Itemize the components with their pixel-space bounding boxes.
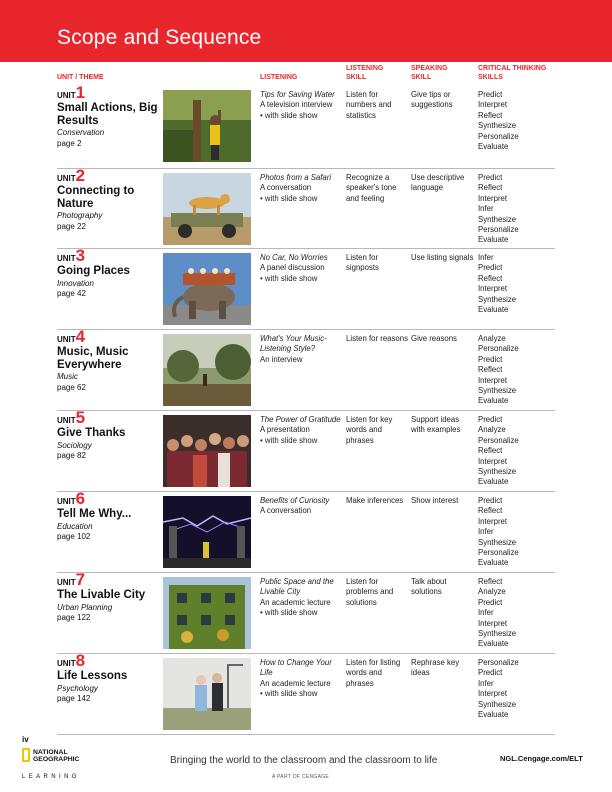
critical-thinking-skill: Reflect <box>478 365 503 375</box>
critical-thinking-skill: Synthesize <box>478 214 517 224</box>
unit-number: 4 <box>75 327 86 346</box>
cheetah-on-safari-vehicle-photo <box>163 173 251 245</box>
unit-title: Going Places <box>57 265 130 277</box>
unit-title: Small Actions, Big Results <box>57 102 158 127</box>
critical-thinking-skill: Evaluate <box>478 558 509 568</box>
unit-number: 5 <box>75 408 86 427</box>
logo-line-national: NATIONAL <box>33 749 68 756</box>
critical-thinking-skill: Personalize <box>478 225 519 235</box>
unit-row <box>57 570 555 654</box>
unit-number: 8 <box>75 651 86 670</box>
critical-thinking-skill: Personalize <box>478 658 519 667</box>
unit-row <box>57 327 555 411</box>
speaking-skill: Give reasons <box>411 334 457 343</box>
col-header-critical-thinking: CRITICAL THINKING SKILLS <box>478 65 547 81</box>
critical-thinking-list <box>478 415 554 488</box>
critical-thinking-skill: Personalize <box>478 344 519 354</box>
listening-skill: Listen for problems and solutions <box>346 577 394 607</box>
critical-thinking-skill: Personalize <box>478 435 519 445</box>
critical-thinking-skill: Evaluate <box>478 396 509 406</box>
critical-thinking-skill: Evaluate <box>478 639 509 649</box>
critical-thinking-skill: Predict <box>478 415 503 424</box>
unit-row <box>57 83 555 169</box>
listening-detail: An academic lecture <box>260 678 331 688</box>
critical-thinking-list <box>478 577 554 650</box>
col-header-listening: LISTENING <box>260 74 298 81</box>
unit-label <box>57 246 159 300</box>
unit-title: The Livable City <box>57 589 146 601</box>
listening-detail: A panel discussion <box>260 263 325 273</box>
listening-title: What's Your Music-Listening Style? <box>260 334 327 354</box>
unit-label <box>57 327 159 393</box>
unit-row <box>57 489 555 573</box>
unit-page: page 22 <box>57 221 86 231</box>
unit-word: UNIT <box>57 174 76 183</box>
critical-thinking-list <box>478 173 554 246</box>
critical-thinking-skill: Analyze <box>478 425 506 435</box>
logo-line-geographic: GEOGRAPHIC <box>33 756 80 763</box>
critical-thinking-skill: Synthesize <box>478 294 517 304</box>
critical-thinking-skill: Interpret <box>478 375 508 385</box>
critical-thinking-list <box>478 658 554 720</box>
critical-thinking-skill: Synthesize <box>478 537 517 547</box>
col-header-speaking-skill: SPEAKING SKILL <box>411 65 448 81</box>
critical-thinking-skill: Interpret <box>478 284 508 294</box>
unit-title: Music, Music Everywhere <box>57 346 129 371</box>
critical-thinking-skill: Predict <box>478 354 503 364</box>
unit-theme: Music <box>57 372 78 381</box>
listening-cell <box>260 253 344 284</box>
listening-skill: Listen for reasons <box>346 334 408 343</box>
national-geographic-learning-logo <box>22 748 86 784</box>
critical-thinking-list <box>478 253 554 315</box>
unit-theme: Conservation <box>57 128 105 137</box>
elderly-couple-dancing-photo <box>163 658 251 730</box>
speaking-skill: Talk about solutions <box>411 577 447 597</box>
critical-thinking-skill: Predict <box>478 90 503 99</box>
unit-row <box>57 166 555 249</box>
listening-cell <box>260 173 344 204</box>
listening-cell <box>260 90 344 121</box>
critical-thinking-skill: Reflect <box>478 183 503 193</box>
unit-page: page 122 <box>57 613 91 622</box>
foggy-forest-musician-photo <box>163 334 251 406</box>
critical-thinking-skill: Predict <box>478 597 503 607</box>
critical-thinking-list <box>478 496 554 569</box>
page-number: iv <box>22 735 29 744</box>
man-in-tree-photo <box>163 90 251 162</box>
listening-title: No Car, No Worries <box>260 253 328 262</box>
critical-thinking-skill: Personalize <box>478 131 519 141</box>
critical-thinking-skill: Infer <box>478 608 494 618</box>
listening-title: Public Space and the Livable City <box>260 577 334 597</box>
listening-detail: • with slide show <box>260 193 318 203</box>
listening-title: How to Change Your Life <box>260 658 332 678</box>
unit-label <box>57 651 159 705</box>
critical-thinking-skill: Infer <box>478 527 494 537</box>
listening-detail: A conversation <box>260 506 312 516</box>
speaking-skill: Show interest <box>411 496 459 505</box>
mechanical-elephant-photo <box>163 253 251 325</box>
critical-thinking-skill: Predict <box>478 173 503 182</box>
unit-number: 6 <box>75 489 86 508</box>
unit-word: UNIT <box>57 578 76 587</box>
critical-thinking-list <box>478 334 554 407</box>
listening-cell <box>260 334 344 365</box>
unit-label <box>57 489 159 543</box>
unit-theme: Psychology <box>57 683 98 693</box>
speaking-skill: Use listing signals <box>411 253 474 262</box>
listening-cell <box>260 415 344 446</box>
listening-skill: Listen for listing words and phrases <box>346 658 401 688</box>
critical-thinking-skill: Evaluate <box>478 235 509 245</box>
listening-detail: • with slide show <box>260 110 318 120</box>
unit-page: page 102 <box>57 532 91 541</box>
speaking-skill: Rephrase key ideas <box>411 658 460 678</box>
critical-thinking-skill: Interpret <box>478 193 508 203</box>
critical-thinking-skill: Predict <box>478 668 503 678</box>
critical-thinking-skill: Reflect <box>478 273 503 283</box>
unit-word: UNIT <box>57 254 76 263</box>
critical-thinking-skill: Analyze <box>478 334 506 343</box>
unit-theme: Innovation <box>57 278 94 288</box>
critical-thinking-skill: Evaluate <box>478 477 509 487</box>
listening-detail: A television interview <box>260 100 333 110</box>
col-header-listening-skill: LISTENING SKILL <box>346 65 384 81</box>
listening-skill: Listen for signposts <box>346 253 379 273</box>
logo-line-learning: LEARNING <box>22 774 80 780</box>
listening-cell <box>260 658 344 700</box>
listening-detail: • with slide show <box>260 689 318 699</box>
listening-detail: • with slide show <box>260 435 318 445</box>
listening-detail: • with slide show <box>260 273 318 283</box>
green-wall-building-photo <box>163 577 251 649</box>
footer-url-link[interactable]: NGL.Cengage.com/ELT <box>500 754 583 763</box>
unit-page: page 142 <box>57 694 91 703</box>
unit-theme: Urban Planning <box>57 602 113 612</box>
critical-thinking-skill: Reflect <box>478 506 503 516</box>
listening-title: Benefits of Curiosity <box>260 496 330 505</box>
listening-detail: • with slide show <box>260 608 318 618</box>
unit-label <box>57 83 159 149</box>
header-banner <box>0 0 612 62</box>
critical-thinking-skill: Predict <box>478 263 503 273</box>
unit-page: page 42 <box>57 289 86 298</box>
unit-theme: Sociology <box>57 440 92 450</box>
critical-thinking-list <box>478 90 554 152</box>
speaking-skill: Give tips or suggestions <box>411 90 453 110</box>
critical-thinking-skill: Interpret <box>478 516 508 526</box>
critical-thinking-skill: Synthesize <box>478 121 517 131</box>
critical-thinking-skill: Predict <box>478 496 503 505</box>
critical-thinking-skill: Synthesize <box>478 386 517 396</box>
critical-thinking-skill: Reflect <box>478 110 503 120</box>
unit-row <box>57 246 555 330</box>
critical-thinking-skill: Infer <box>478 678 494 688</box>
unit-page: page 82 <box>57 451 86 460</box>
unit-theme: Education <box>57 521 93 531</box>
critical-thinking-skill: Interpret <box>478 618 508 628</box>
unit-word: UNIT <box>57 416 76 425</box>
unit-word: UNIT <box>57 659 76 668</box>
critical-thinking-skill: Synthesize <box>478 629 517 639</box>
unit-title: Give Thanks <box>57 427 126 439</box>
tesla-coil-lightning-photo <box>163 496 251 568</box>
critical-thinking-skill: Interpret <box>478 456 508 466</box>
unit-number: 1 <box>75 83 86 102</box>
critical-thinking-skill: Interpret <box>478 100 508 110</box>
yellow-border-icon <box>22 748 30 762</box>
critical-thinking-skill: Infer <box>478 204 494 214</box>
listening-skill: Listen for key words and phrases <box>346 415 393 445</box>
listening-detail: A conversation <box>260 183 312 193</box>
critical-thinking-skill: Personalize <box>478 548 519 558</box>
critical-thinking-skill: Evaluate <box>478 305 509 315</box>
unit-label <box>57 166 159 232</box>
unit-word: UNIT <box>57 335 76 344</box>
unit-label <box>57 408 159 462</box>
cengage-credit: A PART OF CENGAGE <box>272 774 330 780</box>
listening-detail: An interview <box>260 354 303 364</box>
listening-detail: A presentation <box>260 425 310 435</box>
critical-thinking-skill: Analyze <box>478 587 506 597</box>
unit-row <box>57 651 555 735</box>
critical-thinking-skill: Reflect <box>478 577 503 586</box>
critical-thinking-skill: Synthesize <box>478 699 517 709</box>
listening-cell <box>260 577 344 619</box>
unit-word: UNIT <box>57 497 76 506</box>
listening-title: Photos from a Safari <box>260 173 332 182</box>
unit-number: 3 <box>75 246 86 265</box>
unit-title: Life Lessons <box>57 670 128 682</box>
col-header-unit-theme: UNIT / THEME <box>57 74 104 81</box>
unit-word: UNIT <box>57 91 76 100</box>
unit-number: 7 <box>75 570 86 589</box>
listening-cell <box>260 496 344 517</box>
unit-row <box>57 408 555 492</box>
page-title: Scope and Sequence <box>57 26 262 49</box>
footer-tagline: Bringing the world to the classroom and the classroom to life <box>170 755 438 766</box>
listening-title: Tips for Saving Water <box>260 90 335 99</box>
critical-thinking-skill: Evaluate <box>478 142 509 152</box>
critical-thinking-skill: Infer <box>478 253 494 262</box>
unit-page: page 62 <box>57 382 86 392</box>
listening-title: The Power of Gratitude <box>260 415 341 424</box>
unit-title: Tell Me Why... <box>57 508 132 520</box>
listening-skill: Listen for numbers and statistics <box>346 90 392 120</box>
unit-title: Connecting to Nature <box>57 185 135 210</box>
critical-thinking-skill: Evaluate <box>478 710 509 720</box>
unit-theme: Photography <box>57 211 103 220</box>
unit-label <box>57 570 159 624</box>
unit-number: 2 <box>75 166 86 185</box>
crowd-celebration-photo <box>163 415 251 487</box>
critical-thinking-skill: Interpret <box>478 689 508 699</box>
listening-skill: Recognize a speaker's tone and feeling <box>346 173 397 203</box>
listening-detail: An academic lecture <box>260 597 331 607</box>
critical-thinking-skill: Synthesize <box>478 467 517 477</box>
speaking-skill: Use descriptive language <box>411 173 465 193</box>
critical-thinking-skill: Reflect <box>478 446 503 456</box>
listening-skill: Make inferences <box>346 496 404 505</box>
unit-page: page 2 <box>57 138 82 148</box>
speaking-skill: Support ideas with examples <box>411 415 461 435</box>
